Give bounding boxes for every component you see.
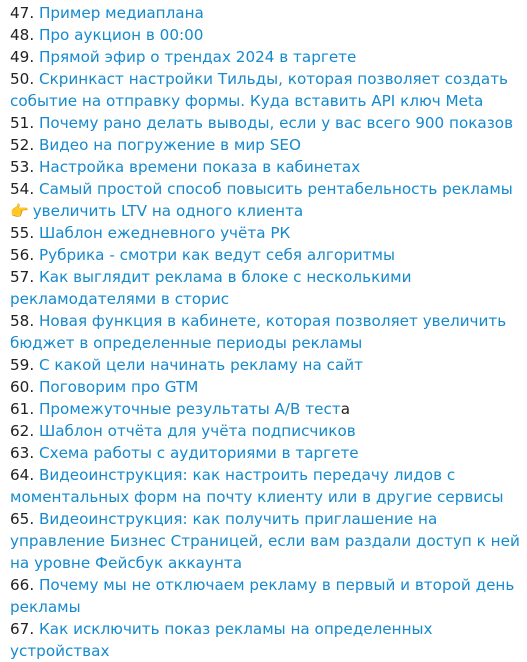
- list-item: [10, 222, 522, 244]
- item-link[interactable]: Промежуточные результаты А/В тест: [38, 400, 341, 418]
- item-link[interactable]: Шаблон отчёта для учёта подписчиков: [38, 422, 356, 440]
- item-number: 51.: [10, 114, 35, 132]
- list-item: [10, 46, 522, 68]
- item-link[interactable]: Почему мы не отключаем рекламу в первый и второй день рекламы: [10, 576, 515, 616]
- list-item: [10, 420, 522, 442]
- item-link[interactable]: Как выглядит реклама в блоке с несколькими рекламодателями в сторис: [10, 268, 412, 308]
- item-number: 55.: [10, 224, 35, 242]
- item-link[interactable]: Настройка времени показа в кабинетах: [38, 158, 361, 176]
- item-number: 62.: [10, 422, 35, 440]
- list-item: [10, 398, 522, 420]
- item-link[interactable]: Скринкаст настройки Тильды, которая позволяет создать событие на отправку формы. Куда вставить API ключ Meta: [10, 70, 509, 110]
- item-link[interactable]: Как исключить показ рекламы на определенных устройствах: [10, 620, 433, 660]
- item-number: 56.: [10, 246, 35, 264]
- item-number: 47.: [10, 4, 35, 22]
- list-item: [10, 156, 522, 178]
- pointing-hand-icon: 👉: [10, 202, 29, 220]
- item-number: 52.: [10, 136, 35, 154]
- list-item: [10, 134, 522, 156]
- item-link[interactable]: Схема работы с аудиториями в таргете: [38, 444, 359, 462]
- item-link-continuation[interactable]: увеличить LTV на одного клиента: [32, 202, 304, 220]
- item-number: 60.: [10, 378, 35, 396]
- item-number: 63.: [10, 444, 35, 462]
- item-number: 54.: [10, 180, 35, 198]
- post-links-list: [10, 2, 522, 662]
- item-link[interactable]: Пример медиаплана: [38, 4, 204, 22]
- list-item: [10, 464, 522, 508]
- list-item: [10, 68, 522, 112]
- list-item: [10, 618, 522, 662]
- item-number: 59.: [10, 356, 35, 374]
- list-item: [10, 574, 522, 618]
- item-number: 50.: [10, 70, 35, 88]
- item-link[interactable]: Поговорим про GTM: [38, 378, 199, 396]
- list-item: [10, 2, 522, 24]
- list-item: [10, 354, 522, 376]
- list-item: [10, 508, 522, 574]
- item-number: 64.: [10, 466, 35, 484]
- item-link[interactable]: Видеоинструкция: как получить приглашение на управление Бизнес Страницей, если вам раздали доступ к ней на уровне Фейсбук аккаунта: [10, 510, 520, 572]
- item-number: 61.: [10, 400, 35, 418]
- item-link[interactable]: Видеоинструкция: как настроить передачу лидов с моментальных форм на почту клиенту или в другие сервисы: [10, 466, 504, 506]
- item-link[interactable]: Про аукцион в 00:00: [38, 26, 204, 44]
- item-link[interactable]: Новая функция в кабинете, которая позволяет увеличить бюджет в определенные периоды рекламы: [10, 312, 507, 352]
- item-link[interactable]: Рубрика - смотри как ведут себя алгоритмы: [38, 246, 395, 264]
- item-number: 48.: [10, 26, 35, 44]
- list-item: [10, 442, 522, 464]
- list-item: [10, 244, 522, 266]
- item-number: 65.: [10, 510, 35, 528]
- item-number: 67.: [10, 620, 35, 638]
- list-item: [10, 178, 522, 222]
- item-number: 53.: [10, 158, 35, 176]
- list-item: [10, 24, 522, 46]
- item-number: 57.: [10, 268, 35, 286]
- item-link[interactable]: Видео на погружение в мир SEO: [38, 136, 301, 154]
- list-item: [10, 376, 522, 398]
- item-link[interactable]: Прямой эфир о трендах 2024 в таргете: [38, 48, 357, 66]
- item-number: 66.: [10, 576, 35, 594]
- list-item: [10, 310, 522, 354]
- item-tail-text: а: [340, 400, 350, 418]
- item-link[interactable]: С какой цели начинать рекламу на сайт: [38, 356, 363, 374]
- item-link[interactable]: Почему рано делать выводы, если у вас всего 900 показов: [38, 114, 514, 132]
- item-link[interactable]: Шаблон ежедневного учёта РК: [38, 224, 291, 242]
- item-link[interactable]: Самый простой способ повысить рентабельность рекламы: [38, 180, 513, 198]
- item-number: 58.: [10, 312, 35, 330]
- list-item: [10, 112, 522, 134]
- item-number: 49.: [10, 48, 35, 66]
- list-item: [10, 266, 522, 310]
